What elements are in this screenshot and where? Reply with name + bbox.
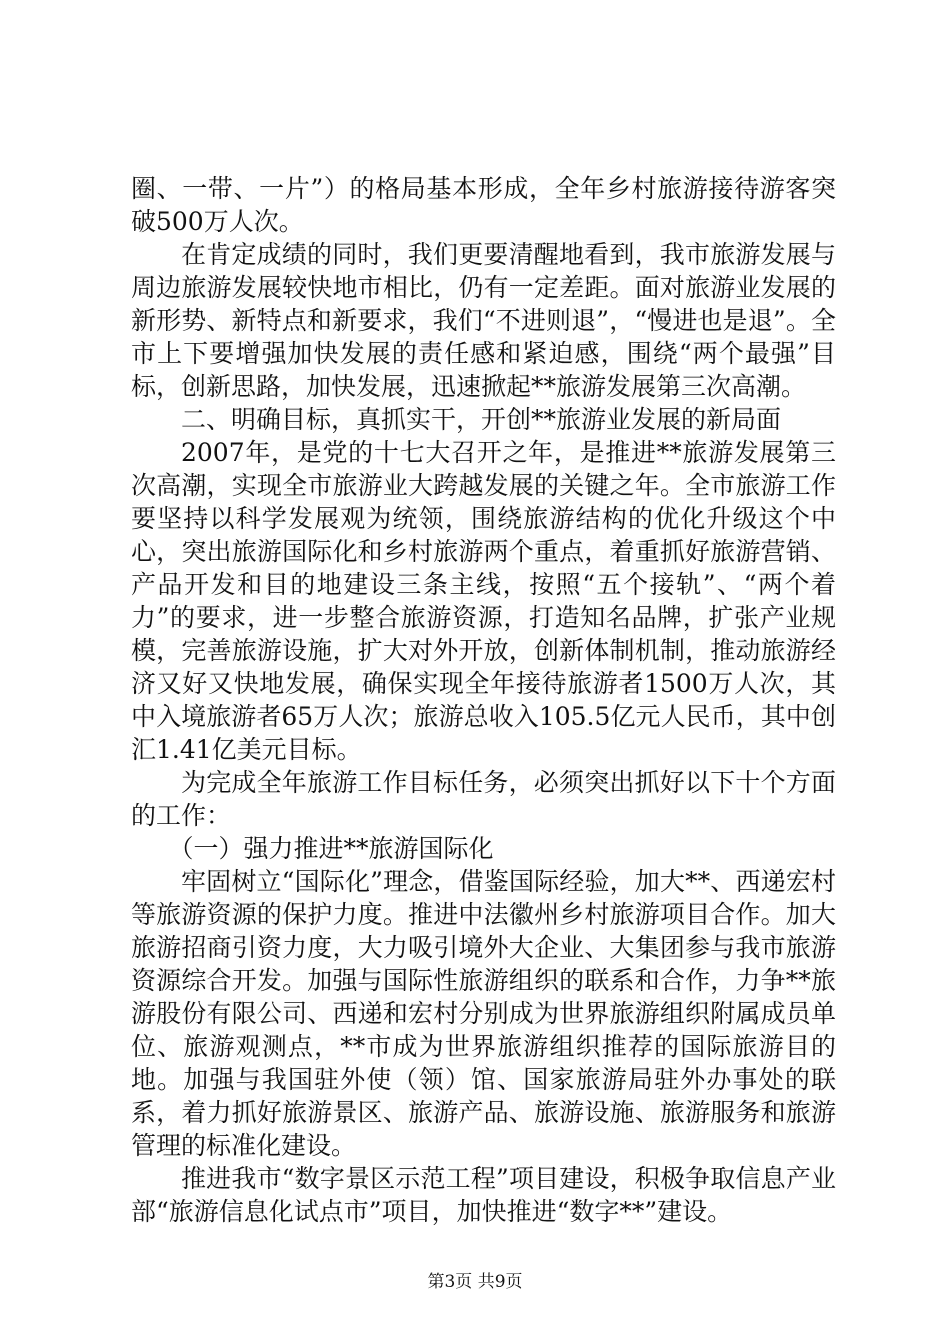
- paragraph-internationalization: 牢固树立“国际化”理念，借鉴国际经验，加大**、西递宏村等旅游资源的保护力度。推进中法徽州乡村旅游项目合作。加大旅游招商引资力度，大力吸引境外大企业、大集团参与我市旅游资源综合开发。加强与国际性旅游组织的联系和合作，力争**旅游股份有限公司、西递和宏村分别成为世界旅游组织附属成员单位、旅游观测点，**市成为世界旅游组织推荐的国际旅游目的地。加强与我国驻外使（领）馆、国家旅游局驻外办事处的联系，着力抓好旅游景区、旅游产品、旅游设施、旅游服务和旅游管理的标准化建设。: [131, 867, 836, 1160]
- subsection-heading-1: （一）强力推进**旅游国际化: [168, 834, 494, 863]
- paragraph-digital-scenic: 推进我市“数字景区示范工程”项目建设，积极争取信息产业部“旅游信息化试点市”项目，加快推进“数字**”建设。: [131, 1164, 836, 1226]
- paragraph-continuation: 圈、一带、一片”）的格局基本形成，全年乡村旅游接待游客突破500万人次。: [131, 174, 836, 236]
- document-body: [131, 172, 836, 1228]
- paragraph-ten-tasks-intro: 为完成全年旅游工作目标任务，必须突出抓好以下十个方面的工作：: [131, 768, 836, 830]
- page-footer: 第3页 共9页: [427, 1272, 523, 1292]
- paragraph-gap-analysis: 在肯定成绩的同时，我们更要清醒地看到，我市旅游发展与周边旅游发展较快地市相比，仍有一定差距。面对旅游业发展的新形势、新特点和新要求，我们“不进则退”，“慢进也是退”。全市上下要增强加快发展的责任感和紧迫感，围绕“两个最强”目标，创新思路，加快发展，迅速掀起**旅游发展第三次高潮。: [131, 240, 836, 401]
- section-heading-2: 二、明确目标，真抓实干，开创**旅游业发展的新局面: [181, 405, 782, 434]
- paragraph-2007-goals: 2007年，是党的十七大召开之年，是推进**旅游发展第三次高潮，实现全市旅游业大跨越发展的关键之年。全市旅游工作要坚持以科学发展观为统领，围绕旅游结构的优化升级这个中心，突出旅游国际化和乡村旅游两个重点，着重抓好旅游营销、产品开发和目的地建设三条主线，按照“五个接轨”、“两个着力”的要求，进一步整合旅游资源，打造知名品牌，扩张产业规模，完善旅游设施，扩大对外开放，创新体制机制，推动旅游经济又好又快地发展，确保实现全年接待旅游者1500万人次，其中入境旅游者65万人次；旅游总收入105.5亿元人民币，其中创汇1.41亿美元目标。: [131, 438, 836, 764]
